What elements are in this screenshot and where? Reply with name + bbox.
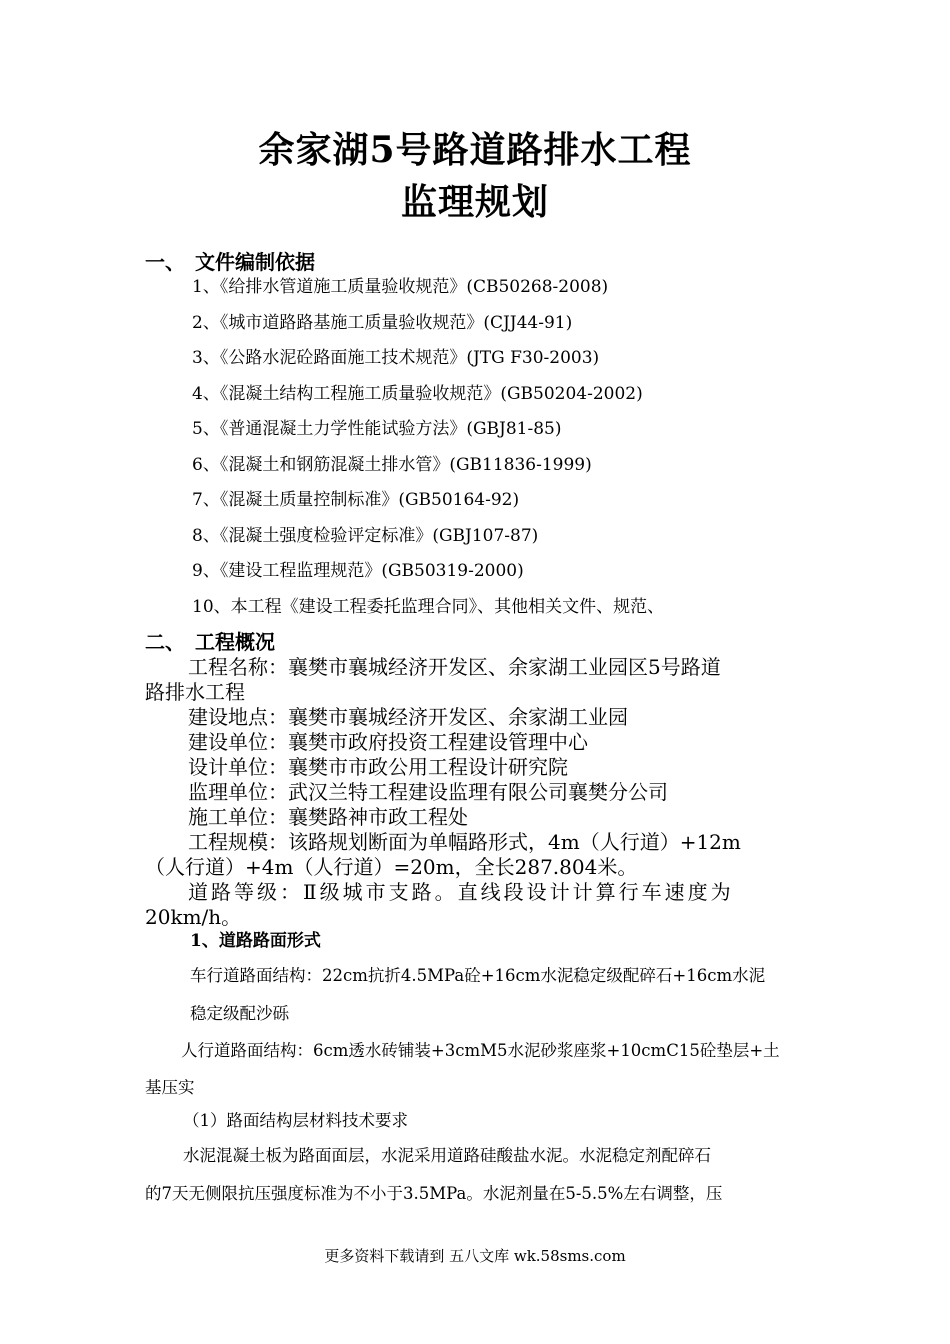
material-paragraph-line1: 水泥混凝土板为路面面层，水泥采用道路硅酸盐水泥。水泥稳定剂配碎石 xyxy=(183,1146,711,1165)
project-name-line1: 工程名称：襄樊市襄城经济开发区、余家湖工业园区5号路道 xyxy=(188,655,721,679)
design-unit: 设计单位：襄樊市市政公用工程设计研究院 xyxy=(188,755,568,779)
section1-heading xyxy=(145,250,315,274)
reference-item: 6、《混凝土和钢筋混凝土排水管》(GB11836-1999) xyxy=(192,455,592,475)
supervision-unit: 监理单位：武汉兰特工程建设监理有限公司襄樊分公司 xyxy=(188,780,668,804)
section2-number: 二、 xyxy=(145,630,185,654)
construction-location: 建设地点：襄樊市襄城经济开发区、余家湖工业园 xyxy=(188,705,628,729)
section1-number: 一、 xyxy=(145,250,185,274)
reference-item: 5、《普通混凝土力学性能试验方法》(GBJ81-85) xyxy=(192,419,562,439)
document-title-line2: 监理规划 xyxy=(400,181,549,223)
reference-item: 3、《公路水泥砼路面施工技术规范》(JTG F30-2003) xyxy=(192,348,600,368)
project-name-line2: 路排水工程 xyxy=(145,680,245,704)
material-paragraph-line2: 的7天无侧限抗压强度标准为不小于3.5MPa。水泥剂量在5-5.5%左右调整，压 xyxy=(145,1184,723,1203)
reference-item: 1、《给排水管道施工质量验收规范》(CB50268-2008) xyxy=(192,277,609,297)
reference-item: 2、《城市道路路基施工质量验收规范》(CJJ44-91) xyxy=(192,313,573,333)
section2-title: 工程概况 xyxy=(195,630,275,654)
footer-download-note: 更多资料下载请到 五八文库 wk.58sms.com xyxy=(324,1247,626,1265)
road-grade-line2: 20km/h。 xyxy=(145,905,242,929)
carriageway-structure-line1: 车行道路面结构：22cm抗折4.5MPa砼+16cm水泥稳定级配碎石+16cm水泥 xyxy=(190,966,766,985)
project-scale-line1: 工程规模：该路规划断面为单幅路形式，4m（人行道）+12m xyxy=(188,830,741,854)
section1-title: 文件编制依据 xyxy=(195,250,315,274)
reference-item: 9、《建设工程监理规范》(GB50319-2000) xyxy=(192,561,524,581)
owner-unit: 建设单位：襄樊市政府投资工程建设管理中心 xyxy=(188,730,588,754)
reference-item: 7、《混凝土质量控制标准》(GB50164-92) xyxy=(192,490,520,510)
carriageway-structure-line2: 稳定级配沙砾 xyxy=(190,1004,289,1023)
section2-heading xyxy=(145,630,275,654)
subsection-heading: 1、道路路面形式 xyxy=(190,931,321,951)
document-title-line1: 余家湖5号路道路排水工程 xyxy=(258,129,692,171)
reference-item: 10、本工程《建设工程委托监理合同》、其他相关文件、规范、 xyxy=(192,597,665,617)
reference-item: 4、《混凝土结构工程施工质量验收规范》(GB50204-2002) xyxy=(192,384,643,404)
reference-item: 8、《混凝土强度检验评定标准》(GBJ107-87) xyxy=(192,526,539,546)
material-requirements-heading: （1）路面结构层材料技术要求 xyxy=(183,1111,408,1130)
construction-unit: 施工单位：襄樊路神市政工程处 xyxy=(188,805,468,829)
road-grade-line1: 道路等级：Ⅱ级城市支路。直线段设计计算行车速度为 xyxy=(188,880,734,904)
sidewalk-structure-line1: 人行道路面结构：6cm透水砖铺装+3cmM5水泥砂浆座浆+10cmC15砼垫层+土 xyxy=(181,1041,780,1060)
sidewalk-structure-line2: 基压实 xyxy=(145,1078,195,1097)
project-scale-line2: （人行道）+4m（人行道）=20m，全长287.804米。 xyxy=(145,855,638,879)
